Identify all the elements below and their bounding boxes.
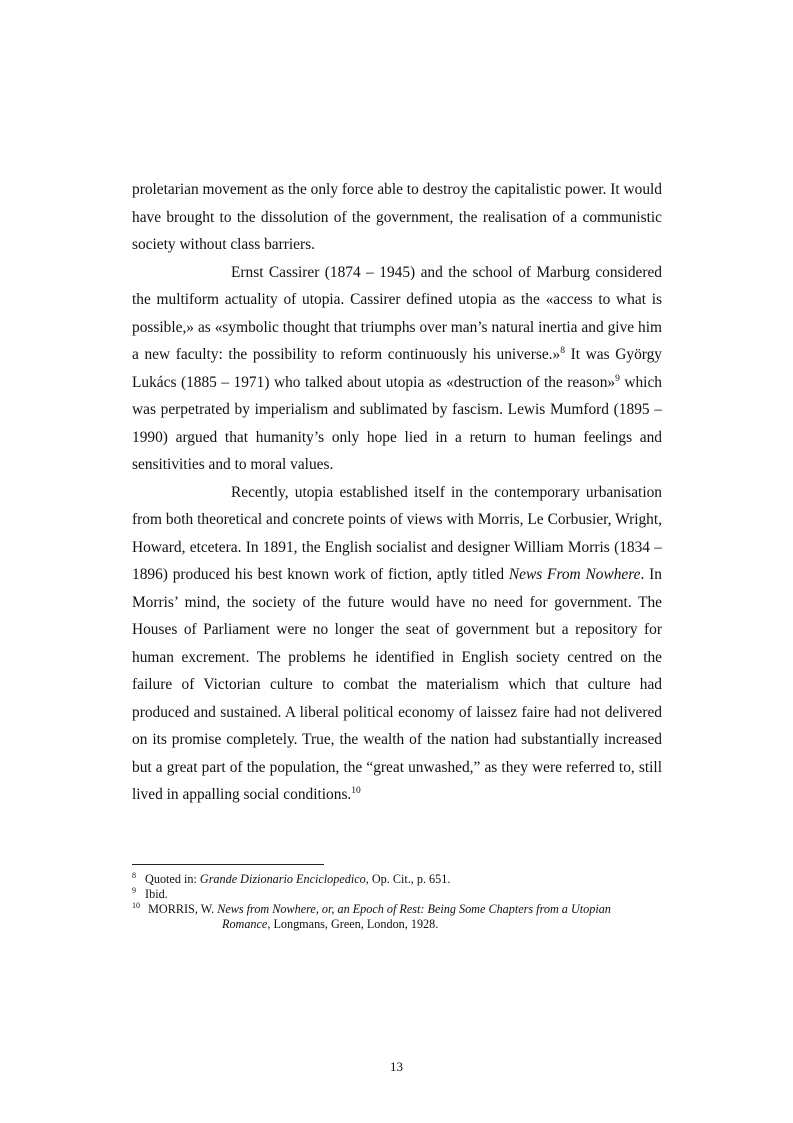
paragraph-2-text-a: Ernst Cassirer (1874 – 1945) and the school of Marburg considered the multiform actuality of utopia. Cassirer defined utopia as the «access to what is possible,» as «symbolic thought that triumphs over man’s natural inertia and give him a new faculty: the possibility to reform continuously his universe.» xyxy=(132,263,662,363)
footnote-10-prefix: MORRIS, W. xyxy=(148,902,218,916)
footnote-10-continuation xyxy=(132,917,692,932)
paragraph-3 xyxy=(132,479,662,809)
page-number: 13 xyxy=(390,1059,403,1074)
footnote-8-title: Grande Dizionario Enciclopedico xyxy=(199,872,366,886)
paragraph-1-text: proletarian movement as the only force able to destroy the capitalistic power. It would have brought to the dissolution of the government, the realisation of a communistic society without class barriers. xyxy=(132,181,662,253)
footnote-ref-9[interactable]: 9 xyxy=(615,373,620,384)
footnote-8-prefix: Quoted in: xyxy=(145,872,200,886)
paragraph-1 xyxy=(132,176,662,259)
paragraph-2-text-c: which was perpetrated by imperialism and sublimated by fascism. Lewis Mumford (1895 – 1990) argued that humanity’s only hope lied in a return to human feelings and sensitivities and to moral values. xyxy=(132,373,662,473)
footnote-9-text: Ibid. xyxy=(145,887,168,901)
footnote-10-title-line2: Romance xyxy=(222,917,268,931)
body-text xyxy=(132,176,662,809)
footnote-9: $^9$ Ibid. xyxy=(132,885,168,901)
paragraph-2 xyxy=(132,259,662,479)
footnote-divider xyxy=(132,864,324,865)
book-title-news-from-nowhere: News From Nowhere xyxy=(508,566,641,583)
paragraph-3-text-b: . In Morris’ mind, the society of the future would have no need for government. The Houses of Parliament were no longer the seat of government but a repository for human excrement. The problems he identified in English society centred on the failure of Victorian culture to combat the materialism which that culture had produced and sustained. A liberal political economy of laissez faire had not delivered on its promise completely. True, the wealth of the nation had substantially increased but a great part of the population, the “great unwashed,” as they were referred to, still lived in appalling social conditions. xyxy=(132,566,662,803)
footnote-ref-8[interactable]: 8 xyxy=(560,345,565,356)
footnote-10-title-line1: News from Nowhere, or, an Epoch of Rest: Being Some Chapters from a Utopian xyxy=(217,902,611,916)
paragraph-3-text-a: Recently, utopia established itself in the contemporary urbanisation from both theoretical and concrete points of views with Morris, Le Corbusier, Wright, Howard, etcetera. In 1891, the English socialist and designer William Morris (1834 – 1896) produced his best known work of fiction, aptly titled xyxy=(132,483,662,583)
footnote-8: $^8$ Quoted in: Grande Dizionario Enciclopedico, Op. Cit., p. 651. xyxy=(132,870,451,886)
footnote-10-suffix: , Longmans, Green, London, 1928. xyxy=(267,917,439,931)
footnote-10: $^{10}$ MORRIS, W. News from Nowhere, or, an Epoch of Rest: Being Some Chapters from a Utopian xyxy=(132,900,611,916)
paragraph-2-text-b: It was György Lukács (1885 – 1971) who talked about utopia as «destruction of the reason» xyxy=(132,346,662,391)
footnote-ref-10[interactable]: 10 xyxy=(351,785,361,796)
footnote-8-suffix: , Op. Cit., p. 651. xyxy=(365,872,451,886)
footnotes xyxy=(132,872,692,932)
